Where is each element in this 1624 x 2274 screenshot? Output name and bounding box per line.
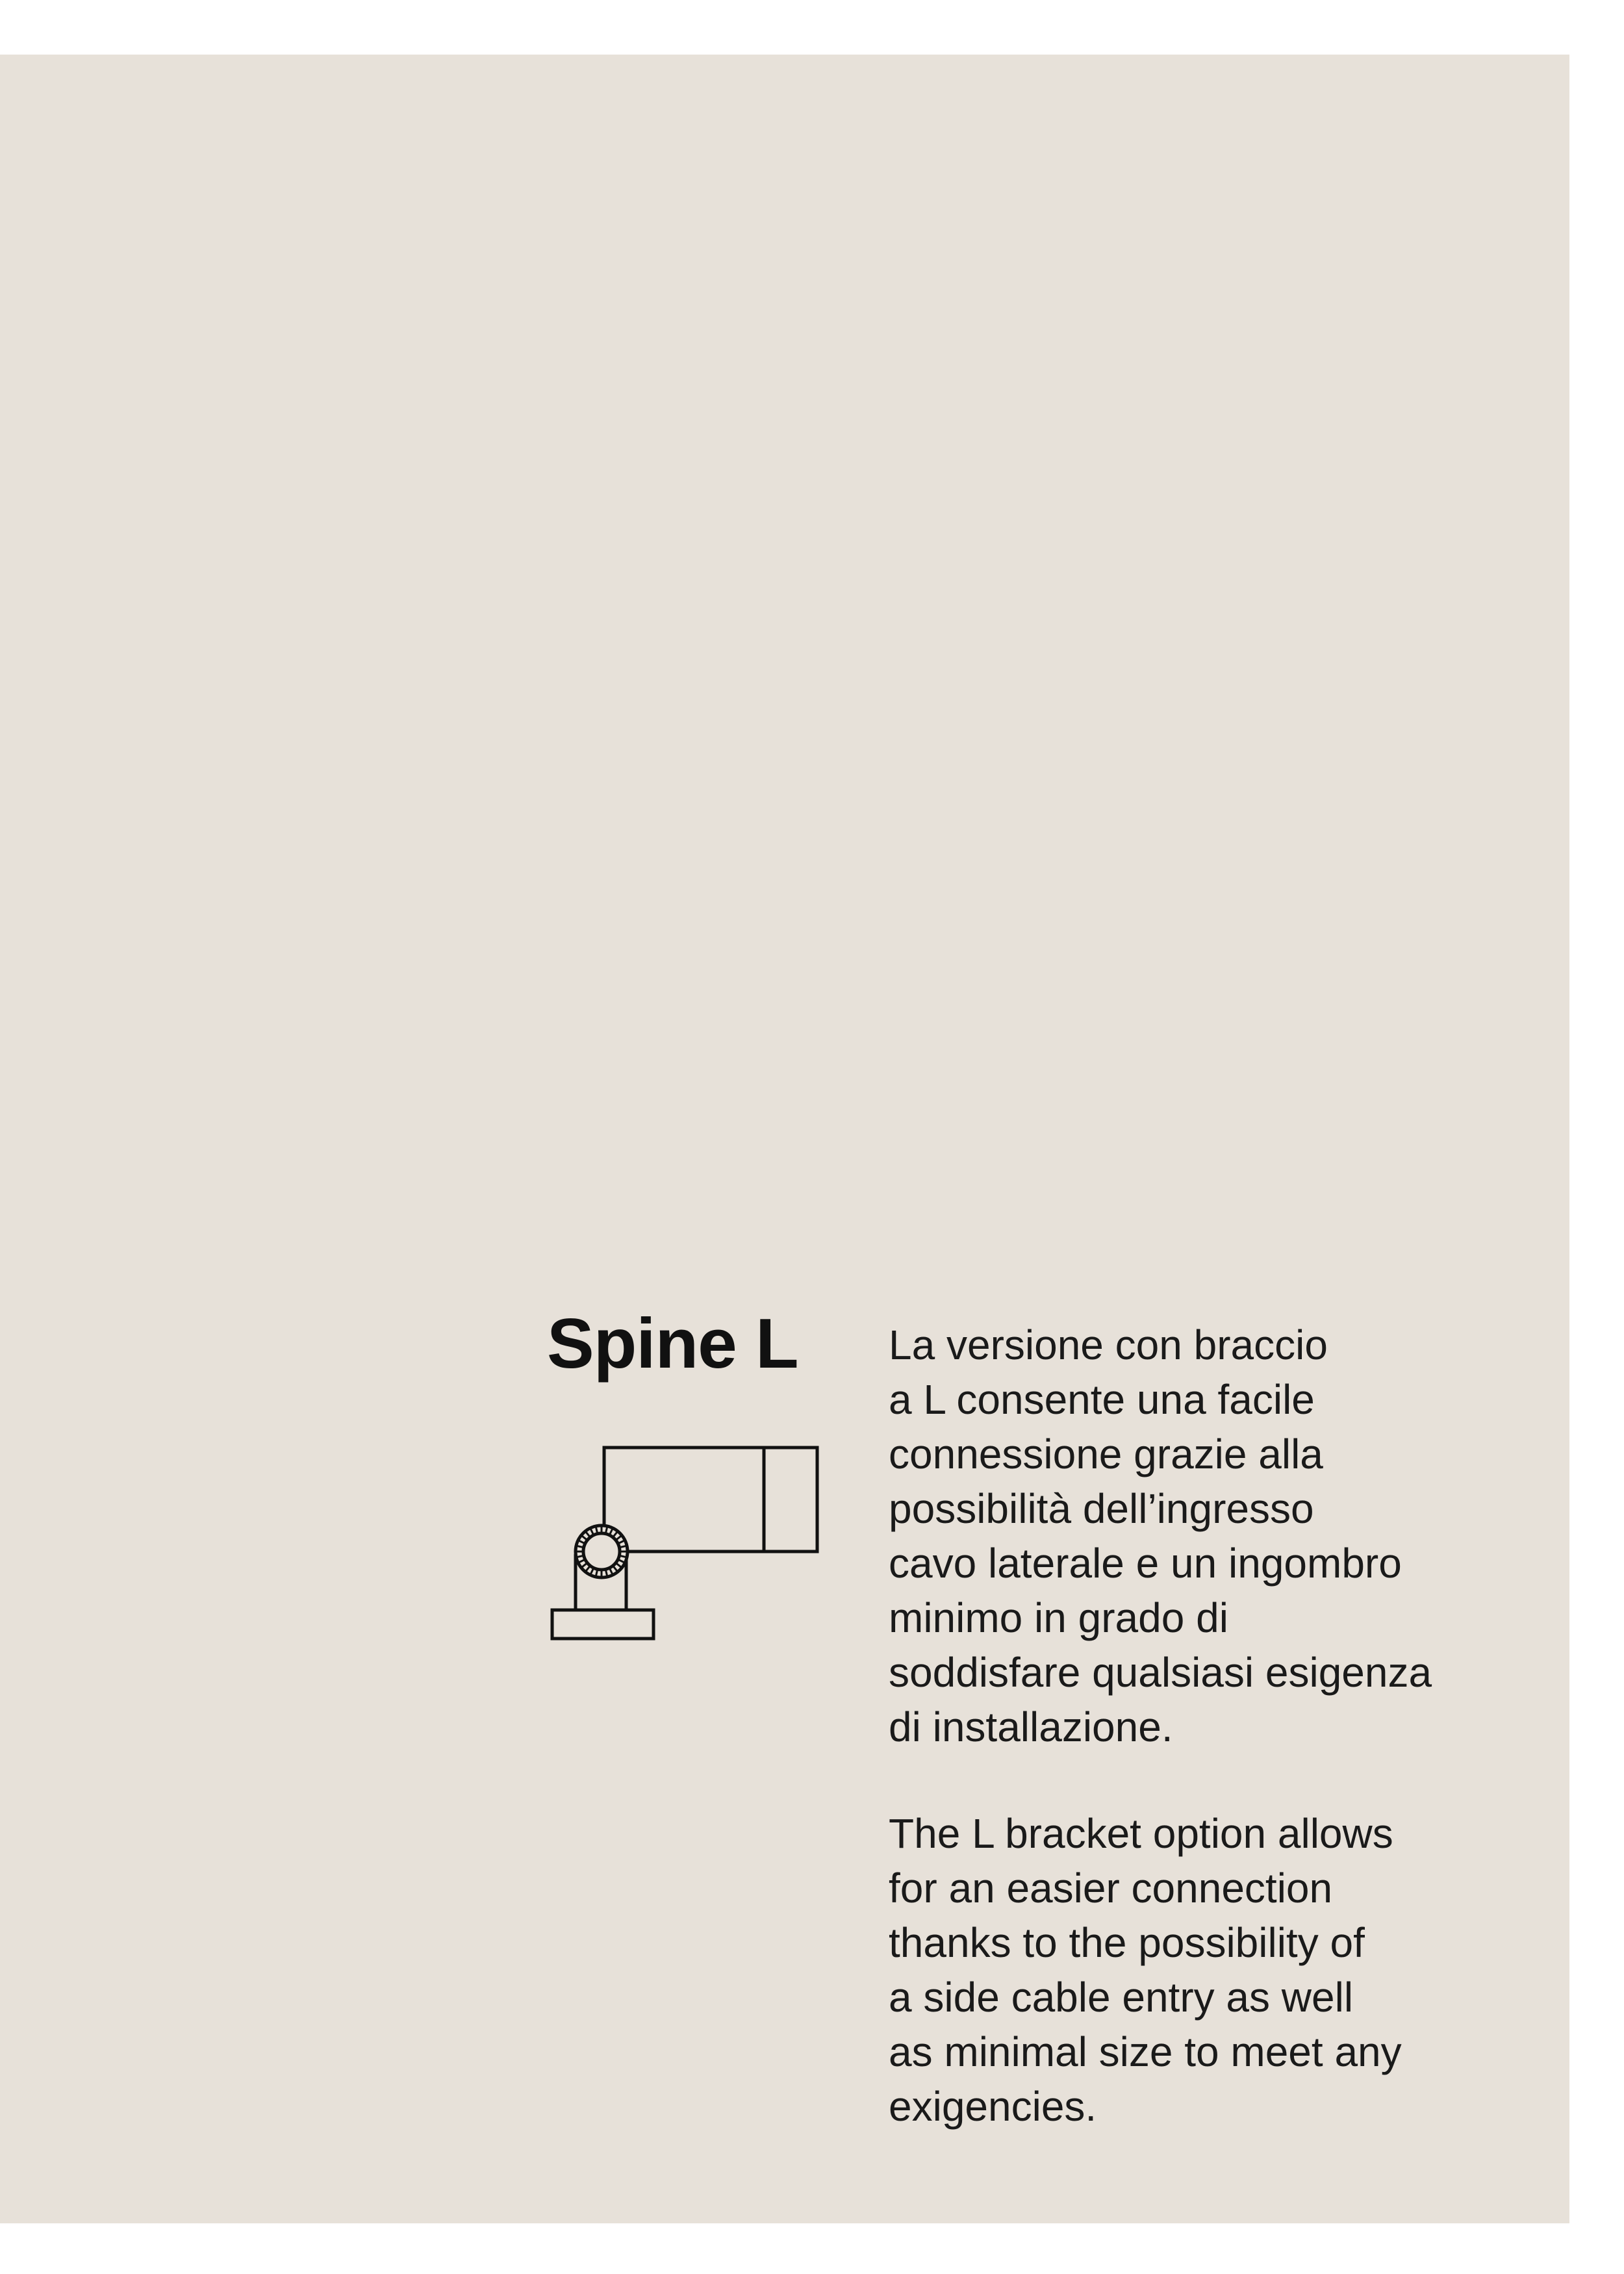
base-plate-shape (552, 1610, 653, 1639)
text-line: cavo laterale e un ingombro (889, 1540, 1402, 1587)
spine-l-bracket-icon (550, 1445, 820, 1653)
pivot-tooth (605, 1570, 607, 1576)
description-block (889, 1318, 1538, 2134)
description-italian (889, 1318, 1538, 1754)
text-line: for an easier connection (889, 1865, 1333, 1911)
text-line: connessione grazie alla (889, 1431, 1323, 1477)
page-panel (0, 55, 1569, 2223)
text-line: minimo in grado di (889, 1594, 1228, 1641)
pivot-tooth (577, 1555, 583, 1557)
text-line: The L bracket option allows (889, 1810, 1393, 1857)
product-title: Spine L (547, 1304, 798, 1383)
pivot-tooth (620, 1555, 626, 1557)
lamp-body-shape (604, 1448, 817, 1552)
text-line: thanks to the possibility of (889, 1919, 1365, 1966)
pivot-tooth (605, 1527, 607, 1533)
text-line: soddisfare qualsiasi esigenza (889, 1649, 1432, 1696)
description-english (889, 1806, 1538, 2134)
pivot-tooth (577, 1546, 583, 1548)
text-line: La versione con braccio (889, 1322, 1328, 1368)
pivot-tooth (596, 1527, 598, 1533)
text-line: a side cable entry as well (889, 1974, 1354, 2021)
text-line: di installazione. (889, 1704, 1173, 1750)
text-line: a L consente una facile (889, 1376, 1315, 1423)
text-line: exigencies. (889, 2083, 1097, 2130)
text-line: possibilità dell’ingresso (889, 1485, 1314, 1532)
pivot-tooth (620, 1546, 626, 1548)
text-line: as minimal size to meet any (889, 2028, 1402, 2075)
pivot-tooth (596, 1570, 598, 1576)
